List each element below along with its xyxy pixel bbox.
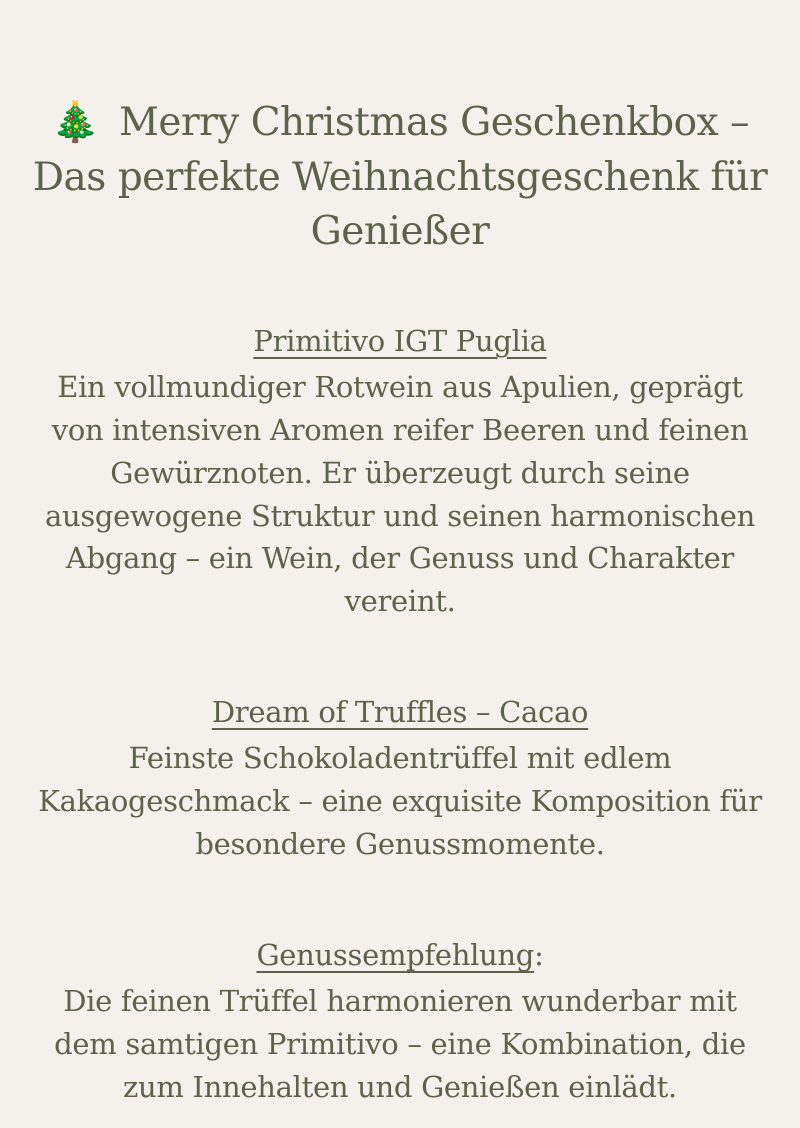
section-heading-primitivo	[28, 320, 772, 362]
section-body-truffles: Feinste Schokoladentrüffel mit edlem Kakaogeschmack – eine exquisite Komposition für besondere Genussmomente.	[38, 741, 762, 862]
section-genussempfehlung	[28, 934, 772, 1109]
section-heading-text: Genussempfehlung	[256, 938, 535, 973]
section-truffles	[28, 691, 772, 866]
description-content	[28, 96, 772, 1109]
section-body-genussempfehlung: Die feinen Trüffel harmonieren wunderbar mit dem samtigen Primitivo – eine Kombination, die zum Innehalten und Genießen einlädt.	[54, 984, 746, 1104]
section-heading-genussempfehlung	[28, 934, 772, 976]
page-title-text: Merry Christmas Geschenkbox – Das perfekte Weihnachtsgeschenk für Genießer	[32, 100, 768, 255]
section-heading-text: Primitivo IGT Puglia	[253, 323, 547, 358]
section-heading-text: Dream of Truffles – Cacao	[211, 695, 589, 730]
section-body-primitivo: Ein vollmundiger Rotwein aus Apulien, geprägt von intensiven Aromen reifer Beeren und feinen Gewürznoten. Er überzeugt durch seine ausgewogene Struktur und seinen harmonischen Abgang – ein Wein, der Genuss und Charakter vereint.	[44, 369, 756, 619]
section-heading-suffix: :	[534, 938, 544, 973]
section-heading-truffles	[28, 691, 772, 733]
section-primitivo	[28, 320, 772, 623]
christmas-tree-icon: 🎄	[51, 100, 100, 145]
page-title	[28, 96, 772, 260]
